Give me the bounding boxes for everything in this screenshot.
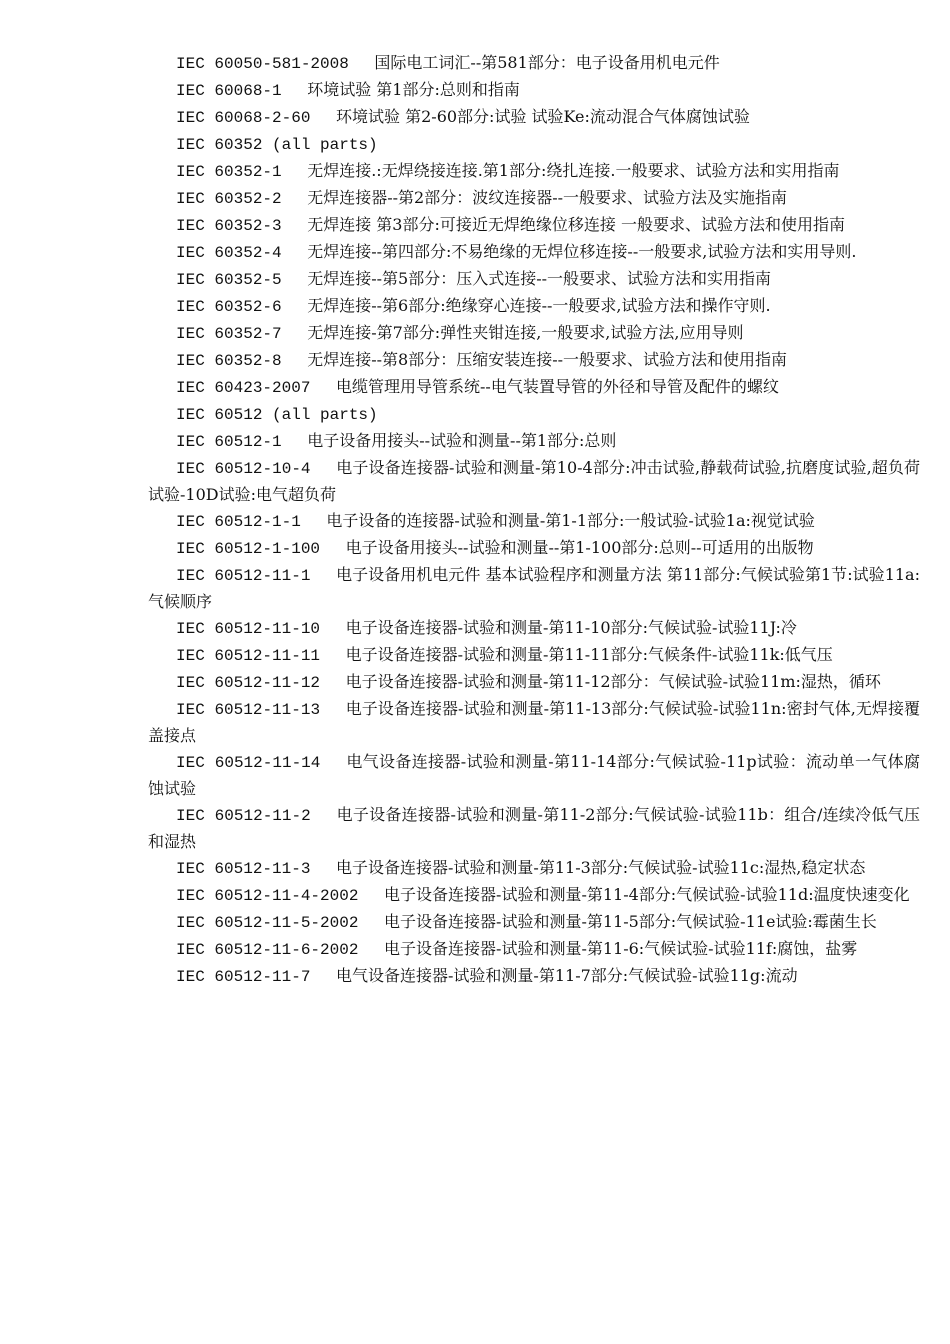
standard-entry [148,212,920,239]
standard-code: IEC 60512-11-12 [176,674,321,692]
standard-code: IEC 60512-11-7 [176,968,311,986]
standard-entry [148,293,920,320]
standard-title: 无焊连接--第5部分：压入式连接--一般要求、试验方法和实用指南 [307,269,772,288]
standards-list [148,50,920,990]
standard-code: IEC 60352-6 [176,298,282,316]
standard-title: 电子设备连接器-试验和测量-第11-2部分:气候试验-试验11b：组合/连续冷低气压和湿热 [148,805,920,851]
standard-title: 电子设备用接头--试验和测量--第1部分:总则 [307,431,617,450]
standard-code: IEC 60512-11-14 [176,754,321,772]
standard-title: 电子设备连接器-试验和测量-第11-12部分：气候试验-试验11m:湿热，循环 [345,672,881,691]
standard-code: IEC 60512-11-6-2002 [176,941,359,959]
standard-title: 电子设备用接头--试验和测量--第1-100部分:总则--可适用的出版物 [345,538,814,557]
standard-code: IEC 60068-2-60 [176,109,311,127]
standard-title: 电子设备连接器-试验和测量-第11-13部分:气候试验-试验11n:密封气体,无焊接覆盖接点 [148,699,920,745]
standard-entry [148,749,920,802]
standard-title: 环境试验 第1部分:总则和指南 [307,80,520,99]
standard-code: IEC 60352-4 [176,244,282,262]
standard-entry [148,347,920,374]
standard-code: IEC 60512-11-5-2002 [176,914,359,932]
standard-title: 电子设备连接器-试验和测量-第11-6:气候试验-试验11f:腐蚀，盐雾 [384,939,858,958]
standard-code: IEC 60352-7 [176,325,282,343]
standard-title: 电气设备连接器-试验和测量-第11-14部分:气候试验-11p试验：流动单一气体腐蚀试验 [148,752,920,798]
standard-title: 电子设备的连接器-试验和测量-第1-1部分:一般试验-试验1a:视觉试验 [326,511,815,530]
standard-title: 国际电工词汇--第581部分：电子设备用机电元件 [374,53,720,72]
standard-title: 电子设备连接器-试验和测量-第10-4部分:冲击试验,静载荷试验,抗磨度试验,超负荷试验-10D试验:电气超负荷 [148,458,920,504]
standard-entry [148,77,920,104]
standard-entry [148,131,920,158]
standard-title: 无焊连接 第3部分:可接近无焊绝缘位移连接 一般要求、试验方法和使用指南 [307,215,845,234]
standard-entry [148,104,920,131]
standard-entry [148,963,920,990]
standard-entry [148,401,920,428]
standard-title: 环境试验 第2-60部分:试验 试验Ke:流动混合气体腐蚀试验 [336,107,750,126]
standard-code: IEC 60352-5 [176,271,282,289]
standard-title: 电子设备连接器-试验和测量-第11-4部分:气候试验-试验11d:温度快速变化 [384,885,910,904]
standard-code: IEC 60512-1-100 [176,540,321,558]
standard-title: 无焊连接-第7部分:弹性夹钳连接,一般要求,试验方法,应用导则 [307,323,744,342]
standard-code: IEC 60512-10-4 [176,460,311,478]
standard-title: 电气设备连接器-试验和测量-第11-7部分:气候试验-试验11g:流动 [336,966,798,985]
standard-entry [148,428,920,455]
standard-code: IEC 60352-1 [176,163,282,181]
standard-entry [148,909,920,936]
standard-entry [148,802,920,855]
standard-entry [148,320,920,347]
standard-entry [148,669,920,696]
standard-code: IEC 60068-1 [176,82,282,100]
standard-title: 无焊连接--第6部分:绝缘穿心连接--一般要求,试验方法和操作守则. [307,296,771,315]
standard-entry [148,50,920,77]
standard-entry [148,642,920,669]
standard-code: IEC 60352-2 [176,190,282,208]
standard-code: IEC 60423-2007 [176,379,311,397]
standard-title: 电子设备用机电元件 基本试验程序和测量方法 第11部分:气候试验第1节:试验11a:气候顺序 [148,565,920,611]
standard-entry [148,562,920,615]
standard-title: 电子设备连接器-试验和测量-第11-10部分:气候试验-试验11J:冷 [345,618,797,637]
standard-code: IEC 60512-11-10 [176,620,321,638]
standard-entry [148,696,920,749]
standard-code: IEC 60512-11-1 [176,567,311,585]
standard-entry [148,158,920,185]
standard-code: IEC 60352 (all parts) [176,136,378,154]
standard-code: IEC 60512-11-4-2002 [176,887,359,905]
standard-code: IEC 60512-1-1 [176,513,301,531]
standard-title: 电子设备连接器-试验和测量-第11-11部分:气候条件-试验11k:低气压 [345,645,833,664]
standard-entry [148,374,920,401]
standard-title: 无焊连接.:无焊绕接连接.第1部分:绕扎连接.一般要求、试验方法和实用指南 [307,161,840,180]
standard-entry [148,615,920,642]
standard-entry [148,535,920,562]
standard-title: 电缆管理用导管系统--电气装置导管的外径和导管及配件的螺纹 [336,377,779,396]
standard-title: 无焊连接--第四部分:不易绝缘的无焊位移连接--一般要求,试验方法和实用导则. [307,242,857,261]
standard-title: 电子设备连接器-试验和测量-第11-3部分:气候试验-试验11c:湿热,稳定状态 [336,858,866,877]
standard-title: 无焊连接--第8部分：压缩安装连接--一般要求、试验方法和使用指南 [307,350,788,369]
standard-entry [148,266,920,293]
standard-entry [148,936,920,963]
standard-code: IEC 60512-11-13 [176,701,321,719]
standard-entry [148,455,920,508]
standard-entry [148,855,920,882]
standard-code: IEC 60512 (all parts) [176,406,378,424]
standard-code: IEC 60352-8 [176,352,282,370]
standard-code: IEC 60050-581-2008 [176,55,349,73]
standard-code: IEC 60512-1 [176,433,282,451]
standard-code: IEC 60512-11-11 [176,647,321,665]
standard-code: IEC 60512-11-2 [176,807,311,825]
standard-entry [148,882,920,909]
standard-title: 无焊连接器--第2部分：波纹连接器--一般要求、试验方法及实施指南 [307,188,788,207]
standard-entry [148,508,920,535]
standard-code: IEC 60352-3 [176,217,282,235]
standard-entry [148,239,920,266]
standard-code: IEC 60512-11-3 [176,860,311,878]
standard-title: 电子设备连接器-试验和测量-第11-5部分:气候试验-11e试验:霉菌生长 [384,912,877,931]
standard-entry [148,185,920,212]
